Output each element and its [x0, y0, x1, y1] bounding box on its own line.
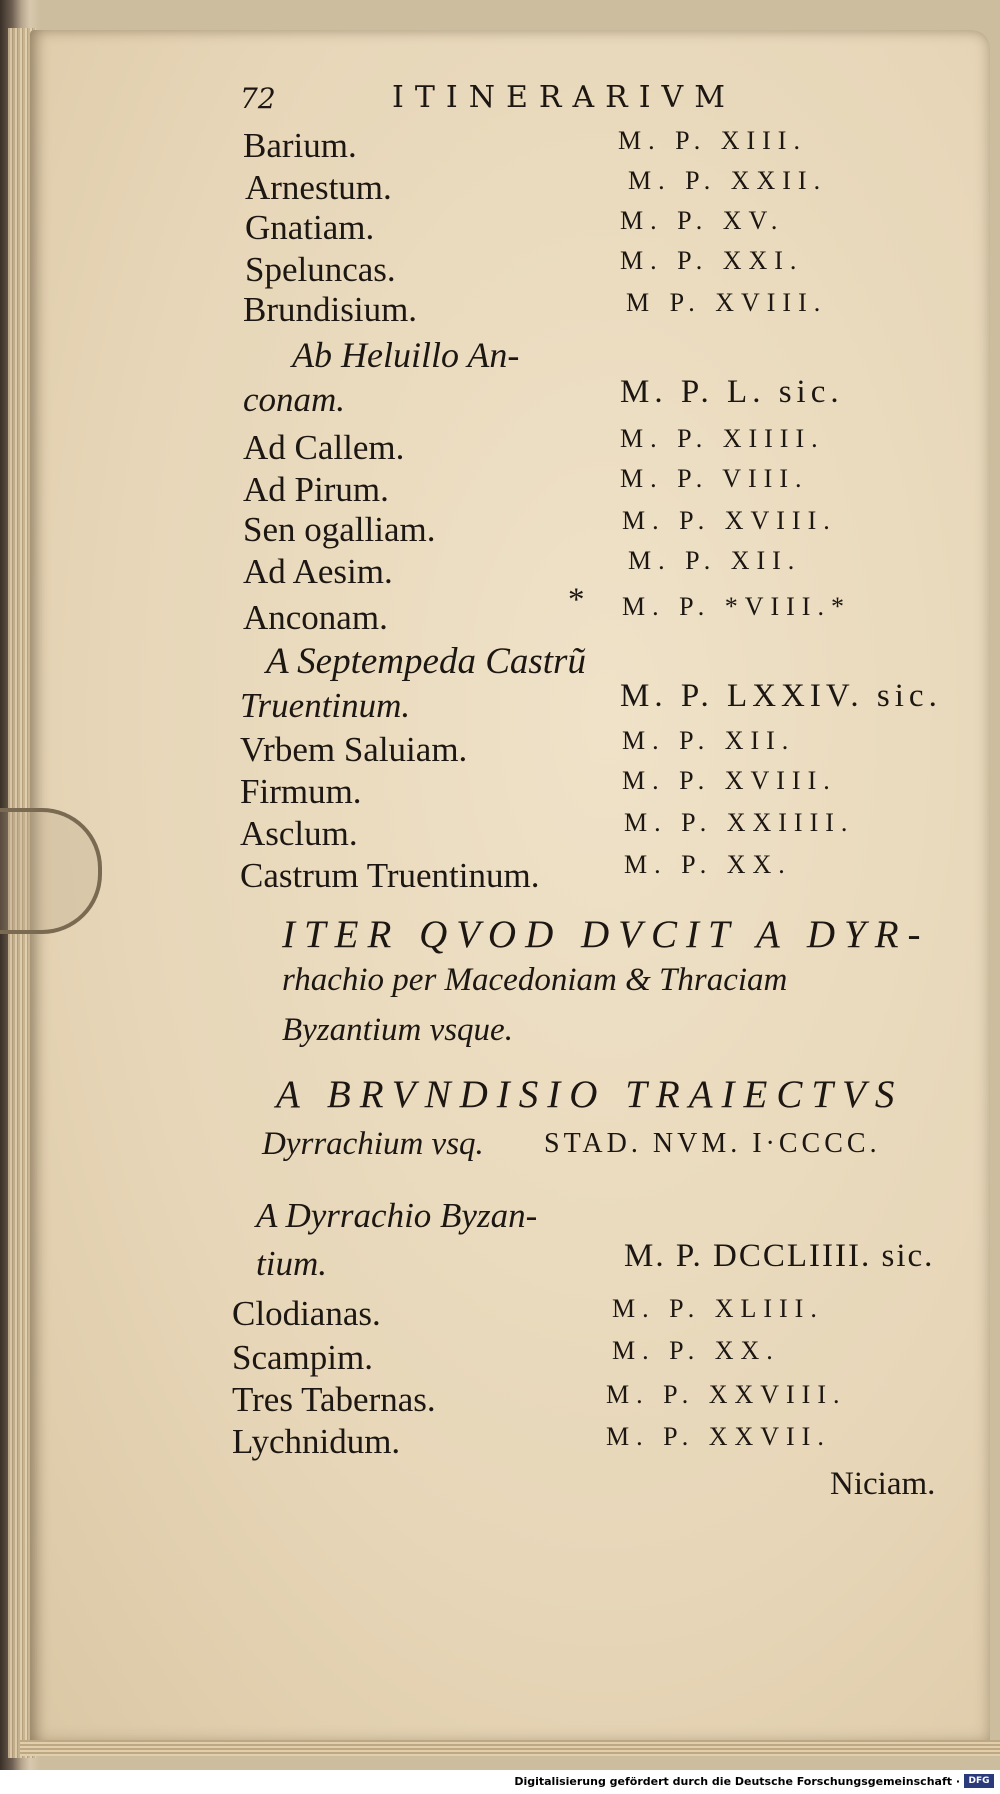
- list-item-distance: M. P. XVIII.: [622, 766, 837, 795]
- route-distance: M. P. DCCLIIII. sic.: [624, 1238, 935, 1274]
- running-title: ITINERARIVM: [392, 80, 736, 115]
- section-title-line2: rhachio per Macedoniam & Thraciam: [282, 962, 788, 998]
- traiectus-line1: A BRVNDISIO TRAIECTVS: [276, 1073, 904, 1116]
- list-item-place: Firmum.: [240, 772, 362, 811]
- route-heading-line2: Truentinum.: [240, 686, 411, 725]
- list-item-place: Arnestum.: [245, 168, 392, 207]
- list-item-place: Gnatiam.: [245, 208, 375, 247]
- section-title-line3: Byzantium vsque.: [282, 1012, 513, 1048]
- list-item-distance: M. P. XXVIII.: [606, 1380, 847, 1409]
- route-heading-line2: conam.: [243, 380, 346, 419]
- list-item-distance: M. P. XX.: [612, 1336, 780, 1365]
- list-item-place: Barium.: [243, 126, 357, 165]
- list-item-distance: M. P. XIIII.: [620, 424, 825, 453]
- route-heading-line1: A Septempeda Castrũ: [266, 641, 586, 682]
- list-item-place: Asclum.: [240, 814, 358, 853]
- list-item-place: Scampim.: [232, 1338, 373, 1377]
- list-item-place: Clodianas.: [232, 1294, 381, 1333]
- list-item-place: Ad Callem.: [243, 428, 405, 467]
- catchword: Niciam.: [830, 1466, 936, 1502]
- list-item-place: Ad Pirum.: [243, 470, 389, 509]
- list-item-distance: M. P. XVIII.: [622, 506, 837, 535]
- list-item-place: Speluncas.: [245, 250, 396, 289]
- list-item-distance: M. P. XIII.: [618, 126, 807, 155]
- list-item-place: Ad Aesim.: [243, 552, 393, 591]
- list-item-place: Anconam.: [243, 598, 388, 637]
- list-item-distance: M. P. XII.: [628, 546, 802, 575]
- list-item-distance: M. P. XXII.: [628, 166, 828, 195]
- list-item-distance: M. P. XV.: [620, 206, 785, 235]
- list-item-place: Vrbem Saluiam.: [240, 730, 468, 769]
- list-item-distance: M. P. VIII.: [620, 464, 809, 493]
- list-item-place: Sen ogalliam.: [243, 510, 436, 549]
- list-item-distance: M. P. *VIII.*: [622, 592, 851, 621]
- route-heading-line2: tium.: [256, 1244, 327, 1283]
- list-item-place: Brundisium.: [243, 290, 418, 329]
- list-item-place: Lychnidum.: [232, 1422, 401, 1461]
- traiectus-line2: Dyrrachium vsq.: [262, 1126, 484, 1162]
- list-item-distance: M. P. XXIIII.: [624, 808, 855, 837]
- list-item-place: Castrum Truentinum.: [240, 856, 540, 895]
- list-item-place: Tres Tabernas.: [232, 1380, 436, 1419]
- page-bottom-edge: [20, 1740, 1000, 1756]
- page-number: 72: [240, 82, 276, 115]
- list-item-distance: M. P. XXVII.: [606, 1422, 831, 1451]
- list-item-distance: M. P. XII.: [622, 726, 796, 755]
- list-item-distance: M P. XVIII.: [626, 288, 828, 317]
- section-title-line1: ITER QVOD DVCIT A DYR-: [282, 913, 930, 956]
- footer-credit: Digitalisierung gefördert durch die Deutsche Forschungsgemeinschaft ·: [514, 1775, 960, 1788]
- dfg-logo: DFG: [964, 1774, 994, 1788]
- traiectus-stadia: STAD. NVM. I·CCCC.: [544, 1128, 881, 1159]
- asterisk-mark: *: [568, 582, 585, 618]
- route-heading-line1: Ab Heluillo An-: [292, 335, 520, 375]
- route-distance: M. P. L. sic.: [620, 374, 844, 410]
- list-item-distance: M. P. XXI.: [620, 246, 804, 275]
- list-item-distance: M. P. XLIII.: [612, 1294, 824, 1323]
- route-heading-line1: A Dyrrachio Byzan-: [256, 1196, 538, 1235]
- route-distance: M. P. LXXIV. sic.: [620, 678, 942, 714]
- list-item-distance: M. P. XX.: [624, 850, 792, 879]
